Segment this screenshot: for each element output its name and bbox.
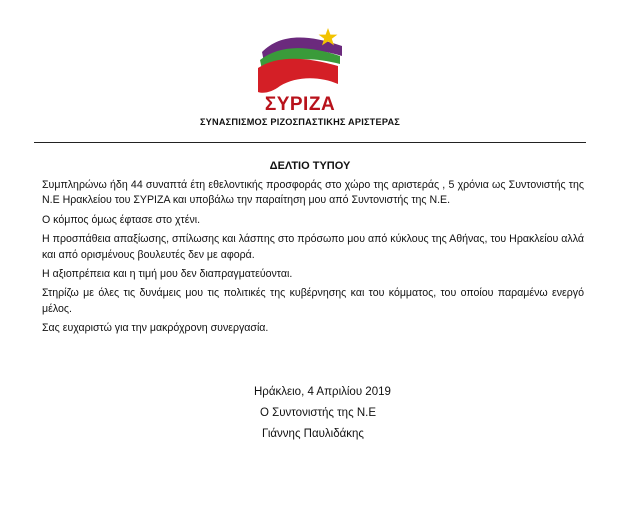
signature-block (254, 382, 474, 445)
paragraph: Συμπληρώνω ήδη 44 συναπτά έτη εθελοντικής προσφοράς στο χώρο της αριστεράς , 5 χρόνια ως Συντονιστής της Ν.Ε Ηρακλείου του ΣΥΡΙΖΑ και υποβάλω την παραίτηση μου από Συντονιστής της Ν.Ε. (42, 179, 584, 207)
signature-name: Γιάννης Παυλιδάκης (262, 428, 364, 440)
paragraph: Η αξιοπρέπεια και η τιμή μου δεν διαπραγματεύονται. (42, 268, 293, 281)
paragraph: Σας ευχαριστώ για την μακρόχρονη συνεργασία. (42, 322, 269, 335)
paragraph: Ο κόμπος όμως έφτασε στο χτένι. (42, 213, 201, 226)
paragraph: Στηρίζω με όλες τις δυνάμεις μου τις πολιτικές της κυβέρνησης και του κόμματος, του οποίου παραμένω ενεργό μέλος. (42, 287, 584, 315)
document-body (42, 178, 584, 341)
brand-name: ΣΥΡΙΖΑ (264, 94, 336, 115)
paragraph: Η προσπάθεια απαξίωσης, σπίλωσης και λάσπης στο πρόσωπο μου από κύκλους της Αθήνας, του Ηρακλείου αλλά και από ορισμένους βουλευτές δεν με αφορά. (42, 233, 584, 261)
document-title: ΔΕΛΤΙΟ ΤΥΠΟΥ (269, 160, 351, 172)
signature-place-date: Ηράκλειο, 4 Απριλίου 2019 (254, 386, 391, 398)
header-logo (192, 24, 408, 127)
signature-role: Ο Συντονιστής της Ν.Ε (260, 407, 376, 419)
syriza-flag-star-logo-icon (250, 26, 350, 96)
header-divider (34, 142, 586, 143)
brand-subtitle: ΣΥΝΑΣΠΙΣΜΟΣ ΡΙΖΟΣΠΑΣΤΙΚΗΣ ΑΡΙΣΤΕΡΑΣ (199, 117, 401, 127)
